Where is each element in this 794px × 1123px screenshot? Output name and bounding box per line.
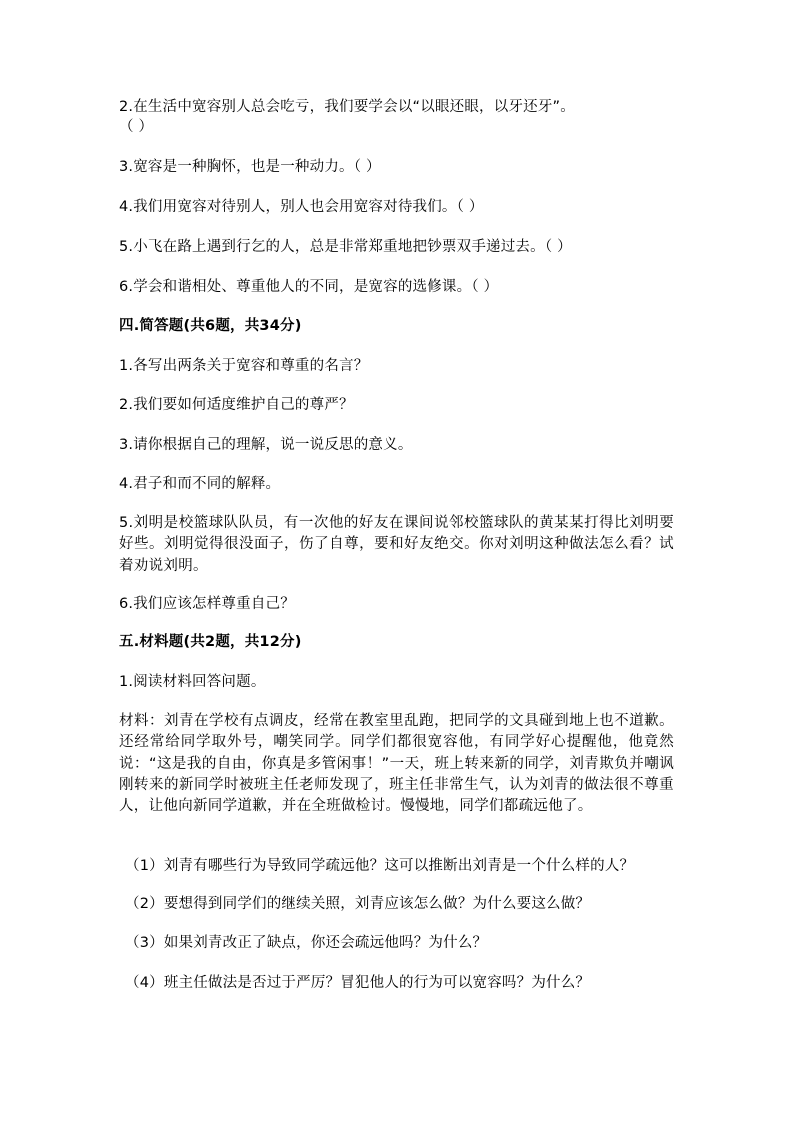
material-sub-question-2: （2）要想得到同学们的继续关照，刘青应该怎么做？为什么要这么做？ <box>125 896 591 912</box>
short-answer-item-6: 6.我们应该怎样尊重自己？ <box>119 596 295 612</box>
short-answer-item-2: 2.我们要如何适度维护自己的尊严？ <box>119 397 354 413</box>
section-5-heading: 五.材料题(共2题，共12分) <box>119 634 302 650</box>
material-question-1-title: 1.阅读材料回答问题。 <box>119 674 266 690</box>
material-sub-question-1: （1）刘青有哪些行为导致同学疏远他？这可以推断出刘青是一个什么样的人？ <box>125 858 635 874</box>
judgment-item-6: 6.学会和谐相处、尊重他人的不同，是宽容的选修课。（ ） <box>119 279 499 295</box>
judgment-item-3: 3.宽容是一种胸怀，也是一种动力。（ ） <box>119 159 381 175</box>
short-answer-item-3: 3.请你根据自己的理解，说一说反思的意义。 <box>119 437 413 453</box>
judgment-item-2-line-1: 2.在生活中宽容别人总会吃亏，我们要学会以“以眼还眼，以牙还牙”。 <box>119 99 575 115</box>
section-4-heading: 四.简答题(共6题，共34分) <box>119 318 302 334</box>
judgment-item-2-line-2: （ ） <box>119 119 154 135</box>
short-answer-item-5: 5.刘明是校篮球队队员，有一次他的好友在课间说邻校篮球队的黄某某打得比刘明要好些。刘明觉得很没面子，伤了自尊，要和好友绝交。你对刘明这种做法怎么看？试着劝说刘明。 <box>119 515 674 574</box>
judgment-item-4: 4.我们用宽容对待别人，别人也会用宽容对待我们。（ ） <box>119 199 484 215</box>
material-sub-question-4: （4）班主任做法是否过于严厉？冒犯他人的行为可以宽容吗？为什么？ <box>125 975 591 991</box>
material-passage: 材料：刘青在学校有点调皮，经常在教室里乱跑，把同学的文具碰到地上也不道歉。还经常给同学取外号，嘲笑同学。同学们都很宽容他，有同学好心提醒他，他竟然说：“这是我的自由，你真是多管闲事！”一天，班上转来新的同学，刘青欺负并嘲讽刚转来的新同学时被班主任老师发现了，班主任非常生气，认为刘青的做法很不尊重人，让他向新同学道歉，并在全班做检讨。慢慢地，同学们都疏远他了。 <box>119 713 674 815</box>
material-sub-question-3: （3）如果刘青改正了缺点，你还会疏远他吗？为什么？ <box>125 935 488 951</box>
short-answer-item-4: 4.君子和而不同的解释。 <box>119 476 281 492</box>
short-answer-item-1: 1.各写出两条关于宽容和尊重的名言？ <box>119 358 369 374</box>
judgment-item-5: 5.小飞在路上遇到行乞的人，总是非常郑重地把钞票双手递过去。（ ） <box>119 239 572 255</box>
